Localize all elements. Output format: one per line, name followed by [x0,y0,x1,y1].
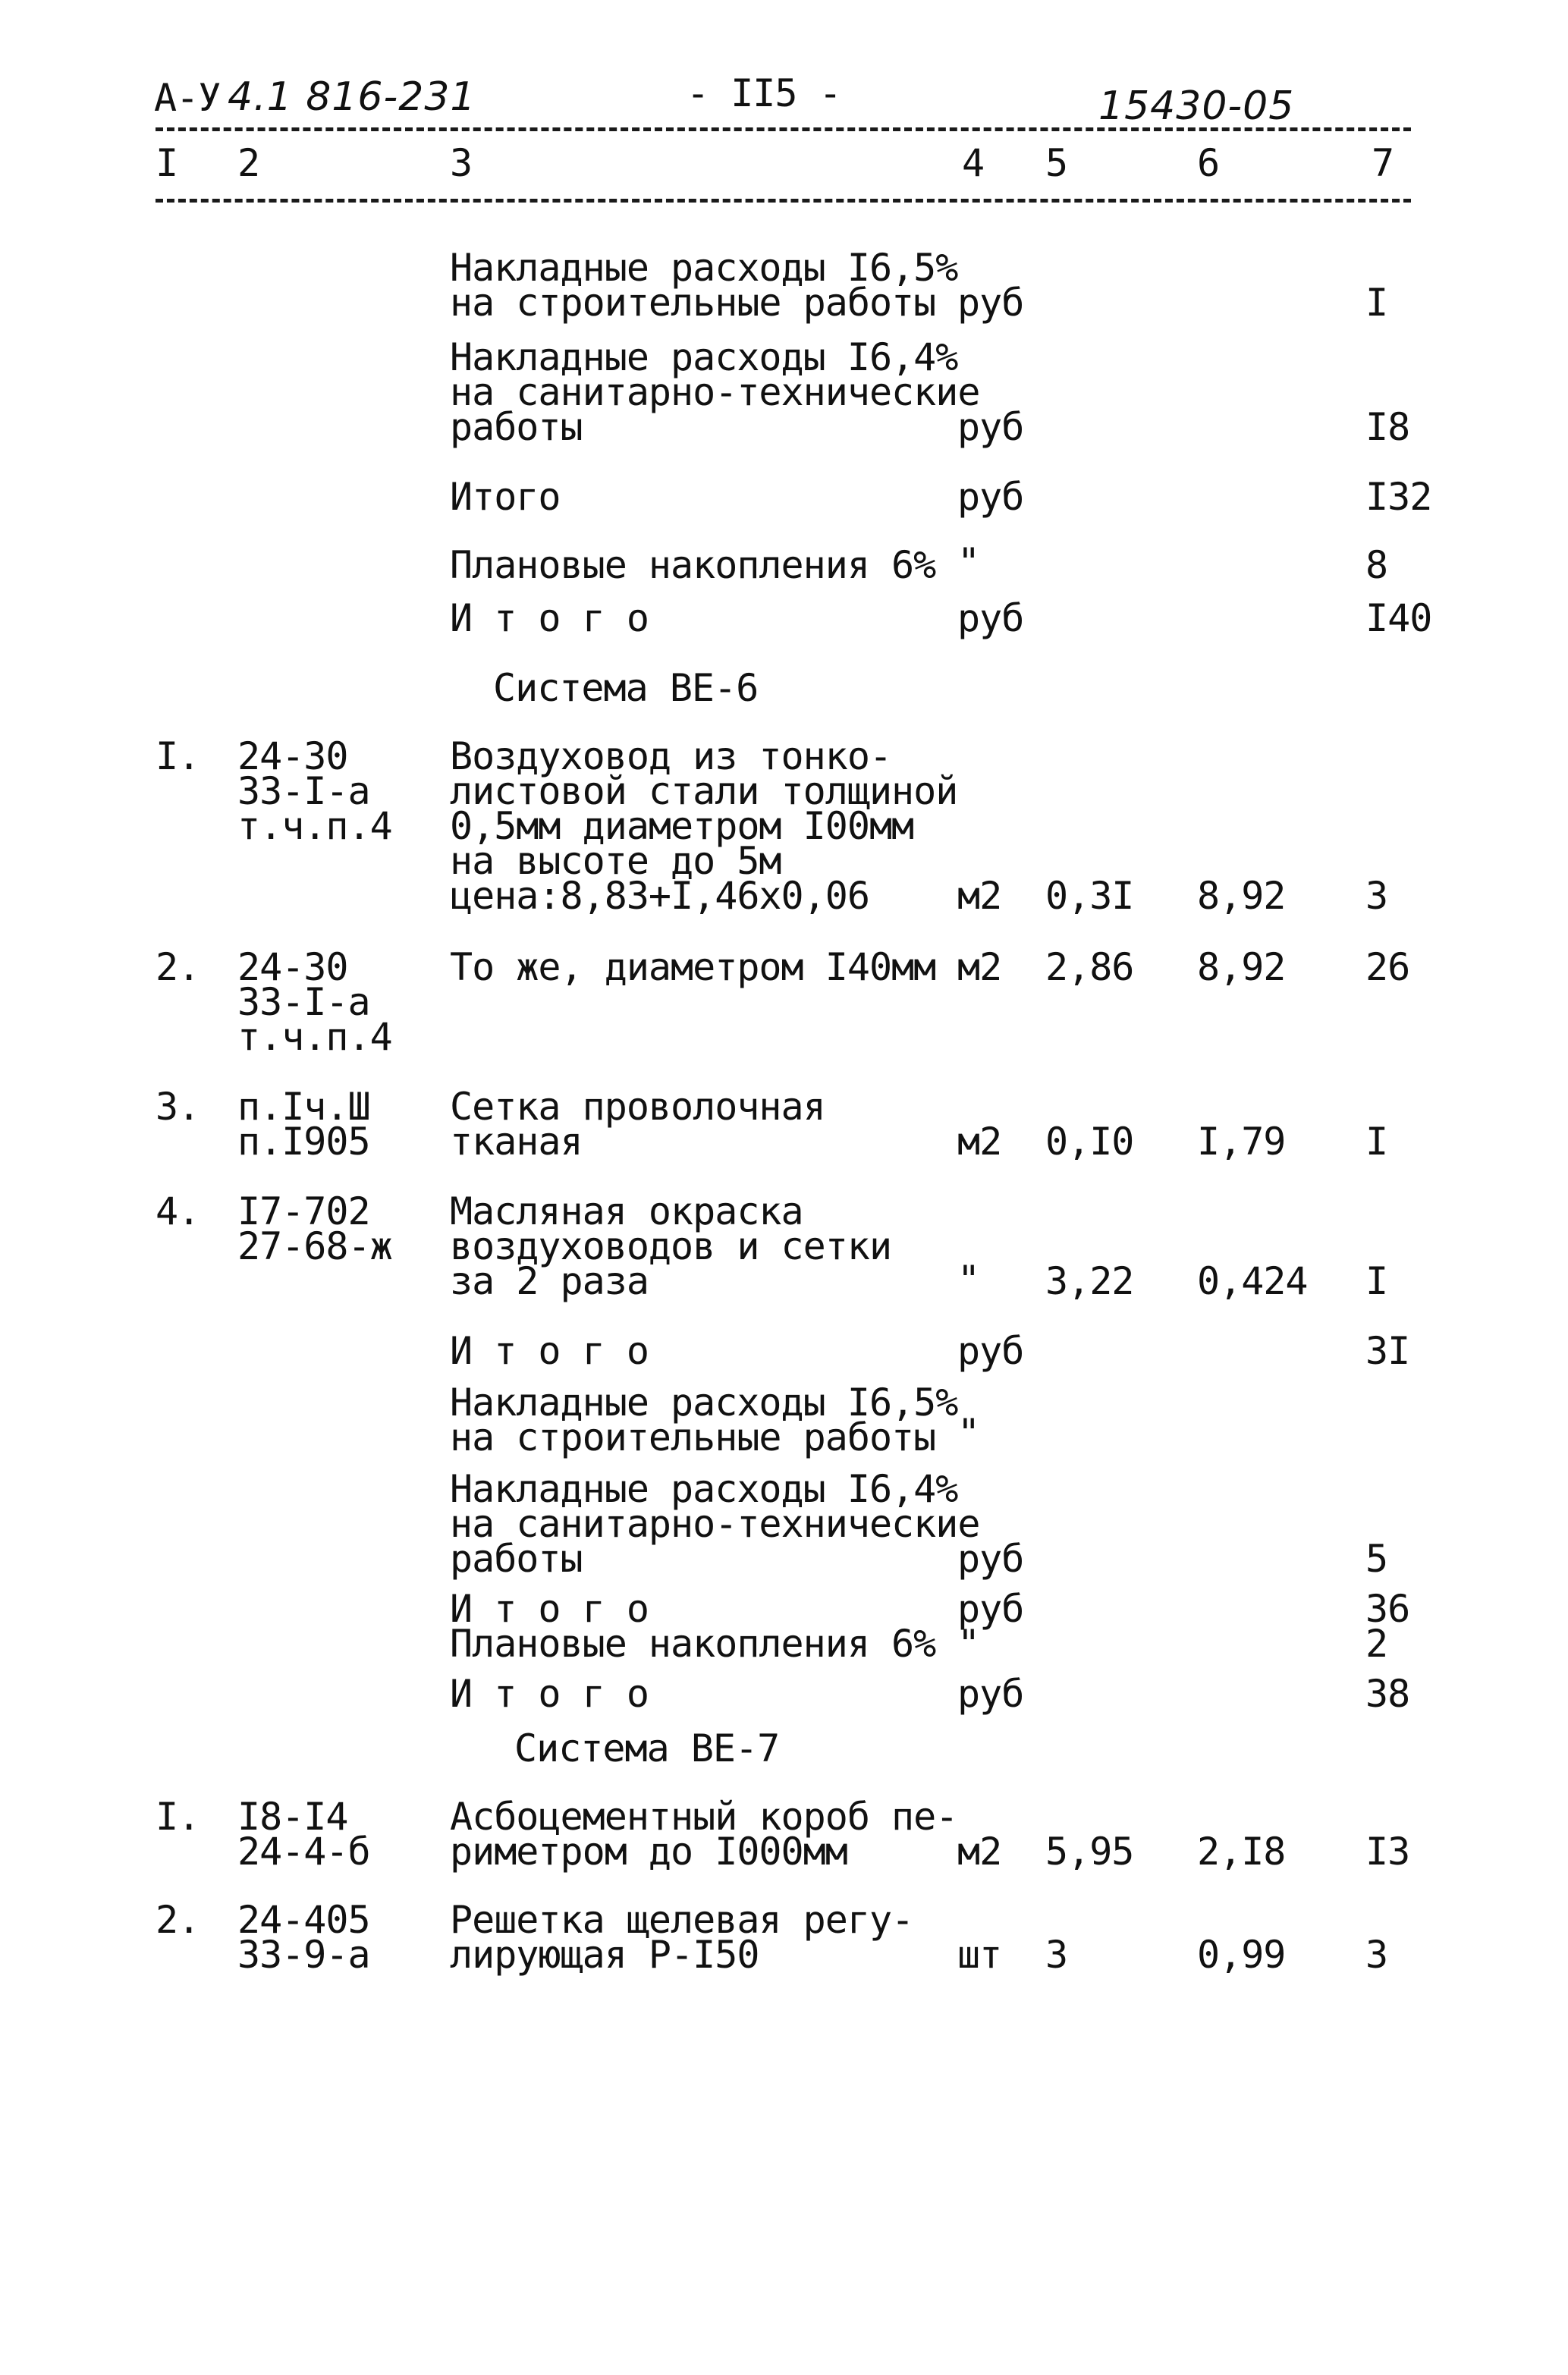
overhead-sanitary-total: 5 [1365,1537,1388,1581]
row-total: 3 [1365,1933,1388,1977]
row-total: 26 [1365,945,1410,989]
subtotal-unit: руб [957,1329,1024,1373]
total-and-savings-label: И т о г о Плановые накопления 6% [450,1587,936,1666]
total-and-savings-unit: руб " [957,1587,1024,1666]
row-unit: шт [957,1933,1002,1977]
row-description: Решетка щелевая регу- лирующая Р-I50 [450,1898,914,1977]
inventory-number: 15430-05 [1098,83,1295,129]
total-total: 38 [1365,1672,1410,1716]
header-rule-top [156,127,1411,131]
column-header-6: 6 [1197,141,1220,185]
page-number: - II5 - [687,71,841,115]
column-header-7: 7 [1372,141,1394,185]
row-price: 0,424 [1197,1259,1308,1303]
row-description: Асбоцементный короб пе- риметром до I000мм [450,1795,958,1874]
doc-code-handwritten: 4.1 816-231 [228,74,476,120]
row-number: 3. [156,1085,200,1129]
row-unit: м2 [957,1830,1002,1874]
row-number: 4. [156,1189,200,1233]
row-description: Масляная окраска воздуховодов и сетки за 2 раза [450,1189,892,1303]
row-code: п.Iч.Ш п.I905 [237,1085,370,1164]
column-header-4: 4 [962,141,985,185]
overhead-construction-label: Накладные расходы I6,5% на строительные работы [450,246,958,325]
row-unit: " [957,1258,980,1302]
total-unit: руб [957,596,1024,640]
row-quantity: 0,3I [1045,874,1134,918]
row-quantity: 3,22 [1045,1259,1134,1303]
row-code: I8-I4 24-4-б [237,1795,370,1874]
overhead-construction-total: I [1365,281,1388,325]
total-and-savings-total: 36 2 [1365,1587,1410,1666]
section-title-ve6: Система ВЕ-6 [493,666,759,710]
total-label: И т о г о [450,1672,649,1716]
row-unit: м2 [957,945,1002,989]
total-label: И т о г о [450,596,649,640]
column-header-1: I [156,141,178,185]
row-price: I,79 [1197,1120,1286,1164]
column-header-3: 3 [450,141,473,185]
planned-savings-total: 8 [1365,543,1388,587]
row-code: I7-702 27-68-ж [237,1189,392,1268]
row-price: 0,99 [1197,1933,1286,1977]
planned-savings-label: Плановые накопления 6% [450,543,936,587]
row-total: 3 [1365,874,1388,918]
row-description: Сетка проволочная тканая [450,1085,825,1164]
column-header-5: 5 [1045,141,1068,185]
row-price: 8,92 [1197,945,1286,989]
overhead-sanitary-unit: руб [957,1537,1024,1581]
row-quantity: 5,95 [1045,1830,1134,1874]
row-quantity: 3 [1045,1933,1068,1977]
row-price: 8,92 [1197,874,1286,918]
header-rule-bottom [156,199,1411,203]
row-total: I3 [1365,1830,1410,1874]
row-number: 2. [156,1898,200,1942]
subtotal-total: I32 [1365,475,1432,519]
row-description: Воздуховод из тонко- листовой стали толщиной 0,5мм диаметром I00мм на высоте до 5м цена:8,83+I,46х0,06 [450,734,958,918]
row-total: I [1365,1120,1388,1164]
subtotal-unit: руб [957,475,1024,519]
row-number: I. [156,734,200,778]
row-code: 24-30 33-I-a т.ч.п.4 [237,734,392,848]
row-code: 24-30 33-I-a т.ч.п.4 [237,945,392,1059]
row-quantity: 2,86 [1045,945,1134,989]
subtotal-label: Итого [450,475,561,519]
overhead-sanitary-label: Накладные расходы I6,4% на санитарно-технические работы [450,1467,980,1581]
column-header-2: 2 [237,141,260,185]
total-total: I40 [1365,596,1432,640]
row-code: 24-405 33-9-a [237,1898,370,1977]
subtotal-label: И т о г о [450,1329,649,1373]
overhead-sanitary-total: I8 [1365,405,1410,449]
overhead-construction-unit: руб [957,281,1024,325]
planned-savings-unit: " [957,540,980,584]
row-price: 2,I8 [1197,1830,1286,1874]
row-number: I. [156,1795,200,1839]
subtotal-total: 3I [1365,1329,1410,1373]
row-unit: м2 [957,874,1002,918]
total-unit: руб [957,1672,1024,1716]
overhead-construction-label: Накладные расходы I6,5% на строительные работы [450,1381,958,1459]
overhead-sanitary-label: Накладные расходы I6,4% на санитарно-технические работы [450,335,980,449]
row-quantity: 0,I0 [1045,1120,1134,1164]
row-unit: м2 [957,1120,1002,1164]
section-title-ve7: Система ВЕ-7 [514,1726,780,1770]
row-description: То же, диаметром I40мм [450,945,936,989]
doc-code: А-У [154,76,221,120]
row-total: I [1365,1259,1388,1303]
overhead-construction-unit: " [957,1411,980,1455]
overhead-sanitary-unit: руб [957,405,1024,449]
row-number: 2. [156,945,200,989]
